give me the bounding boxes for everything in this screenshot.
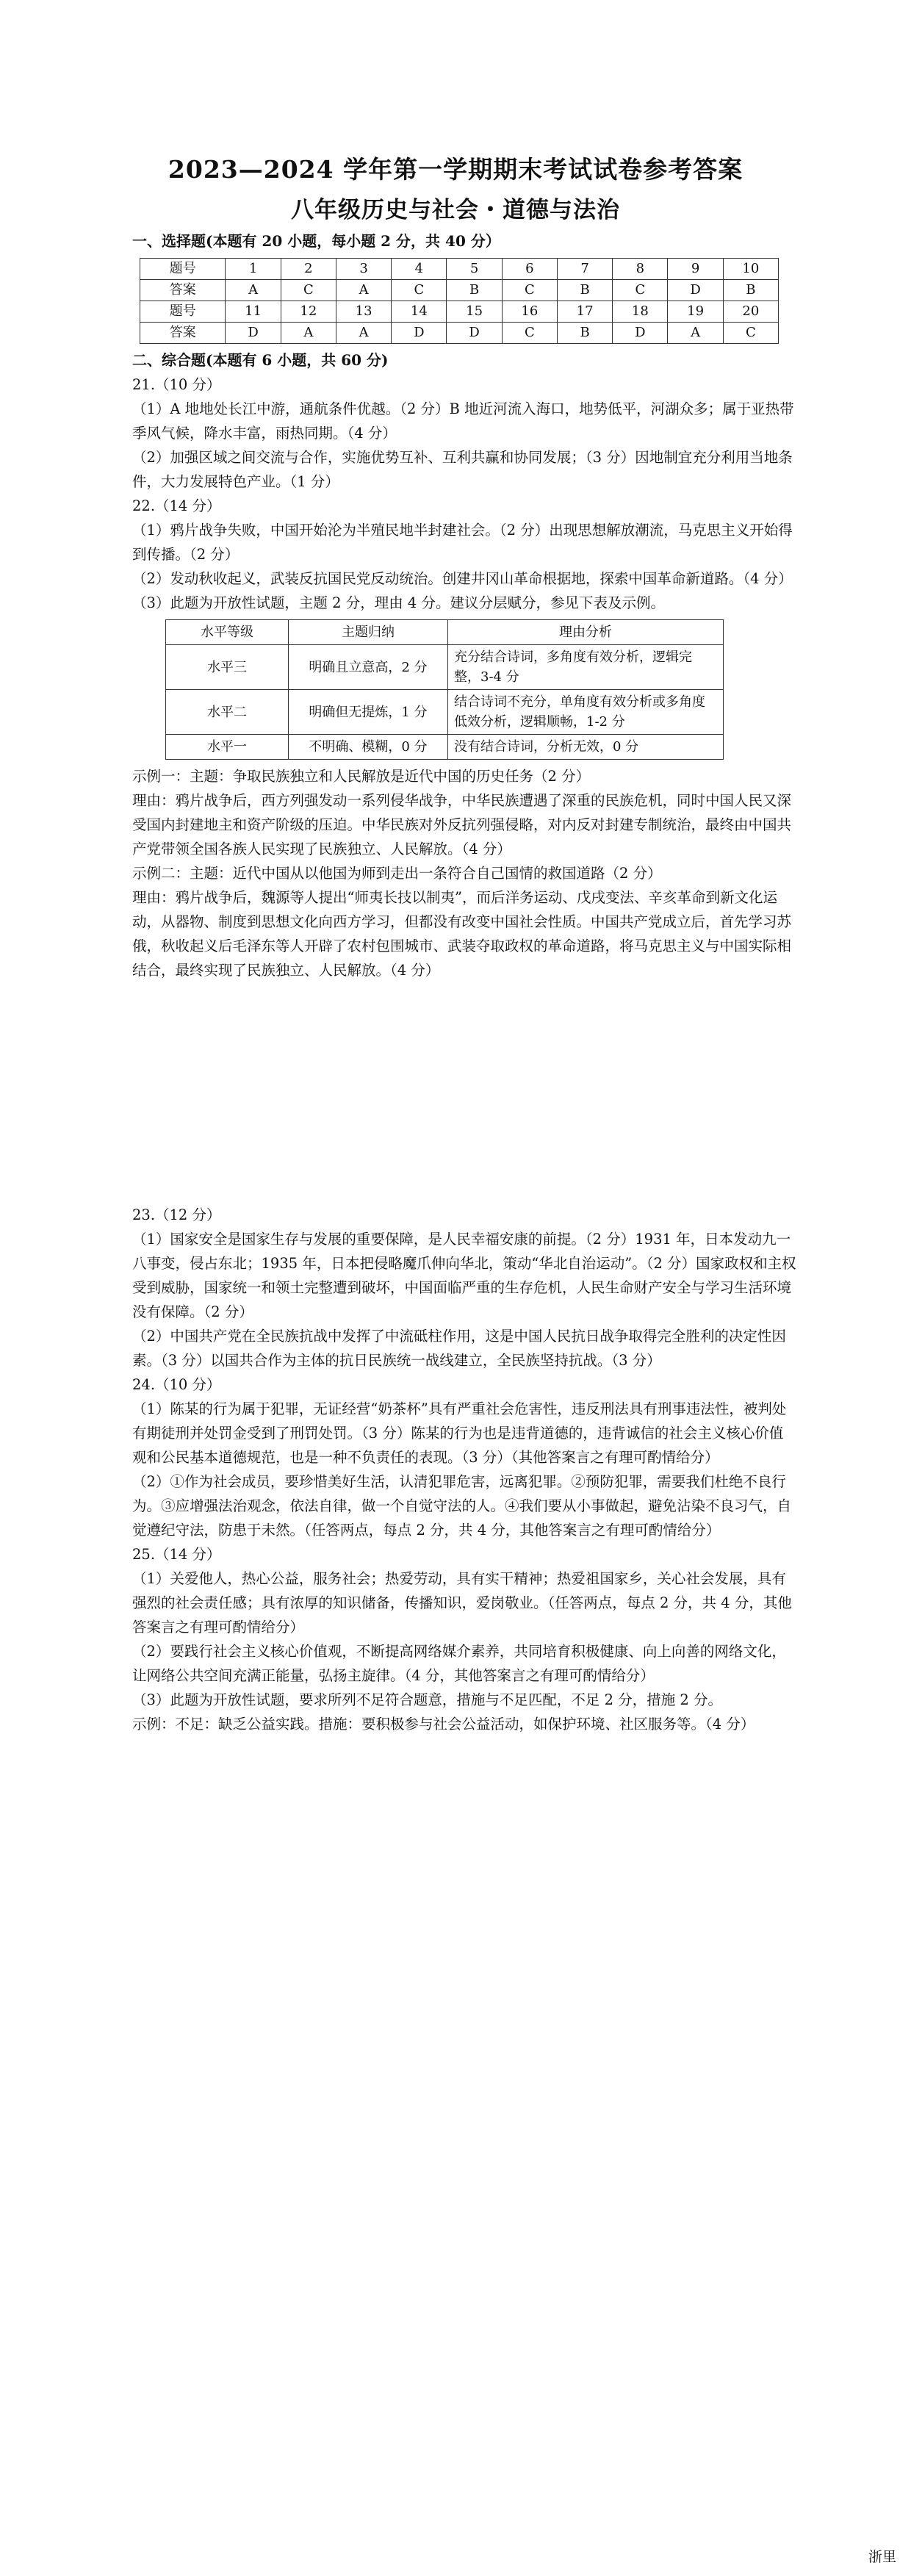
- row-label: 答案: [140, 280, 226, 301]
- section2-heading: 二、综合题(本题有 6 小题，共 60 分): [132, 351, 389, 369]
- q24-part1: （1）陈某的行为属于犯罪，无证经营“奶茶杯”具有严重社会危害性，违反刑法具有刑事违法性，被判处有期徒刑并处罚金受到了刑罚处罚。（3 分）陈某的行为也是违背道德的，违背诚信的社会主义核心价值观和公民基本道德规范，也是一种不负责任的表现。（3 分）（其他答案言之有理可酌情给分）: [132, 1400, 787, 1466]
- table-row: 水平二 明确但无提炼，1 分 结合诗词不充分，单角度有效分析或多角度低效分析，逻辑顺畅，1-2 分: [166, 690, 724, 735]
- q25-part1: （1）关爱他人，热心公益，服务社会；热爱劳动，具有实干精神；热爱祖国家乡，关心社会发展，具有强烈的社会责任感；具有浓厚的知识储备，传播知识，爱岗敬业。（任答两点，每点 2 分，共 4 分，其他答案言之有理可酌情给分）: [132, 1570, 792, 1636]
- q21-part2: （2）加强区域之间交流与合作，实施优势互补、互利共赢和协同发展；（3 分）因地制宜充分利用当地条件，大力发展特色产业。（1 分）: [132, 449, 793, 490]
- q23-part1: （1）国家安全是国家生存与发展的重要保障，是人民幸福安康的前提。（2 分）1931 年，日本发动九一八事变，侵占东北；1935 年，日本把侵略魔爪伸向华北，策动“华北自治运动”。（2 分）国家政权和主权受到威胁，国家统一和领土完整遭到破坏，中国面临严重的生存危机，人民生命财产安全与学习生活环境没有保障。（2 分）: [132, 1231, 796, 1320]
- q22-heading: 22.（14 分）: [132, 497, 221, 514]
- q24-heading: 24.（10 分）: [132, 1376, 221, 1393]
- q25-part3: （3）此题为开放性试题，要求所列不足符合题意，措施与不足匹配，不足 2 分，措施 2 分。: [132, 1691, 723, 1708]
- q22-part2: （2）发动秋收起义，武装反抗国民党反动统治。创建井冈山革命根据地，探索中国革命新道路。（4 分）: [132, 570, 793, 587]
- q22-part3: （3）此题为开放性试题，主题 2 分，理由 4 分。建议分层赋分，参见下表及示例。: [132, 594, 666, 611]
- table-row: 答案 A C A C B C B C D B: [140, 280, 779, 301]
- document-subtitle: 八年级历史与社会・道德与法治: [291, 197, 620, 223]
- q25-example: 示例：不足：缺乏公益实践。措施：要积极参与社会公益活动，如保护环境、社区服务等。（4 分）: [132, 1716, 755, 1733]
- section1-heading: 一、选择题(本题有 20 小题，每小题 2 分，共 40 分）: [132, 232, 500, 250]
- q21-heading: 21.（10 分）: [132, 376, 221, 393]
- q24-part2: （2）①作为社会成员，要珍惜美好生活，认清犯罪危害，远离犯罪。②预防犯罪，需要我们杜绝不良行为。③应增强法治观念，依法自律，做一个自觉守法的人。④我们要从小事做起，避免沾染不良习气，自觉遵纪守法，防患于未然。（任答两点，每点 2 分，共 4 分，其他答案言之有理可酌情给分）: [132, 1473, 792, 1539]
- table-row: 水平三 明确且立意高，2 分 充分结合诗词，多角度有效分析，逻辑完整，3-4 分: [166, 645, 724, 690]
- q25-heading: 25.（14 分）: [132, 1546, 221, 1563]
- q21-part1: （1）A 地地处长江中游，通航条件优越。（2 分）B 地近河流入海口，地势低平，河湖众多；属于亚热带季风气候，降水丰富，雨热同期。（4 分）: [132, 400, 794, 442]
- q22-example1-reason: 理由：鸦片战争后，西方列强发动一系列侵华战争，中华民族遭遇了深重的民族危机，同时中国人民又深受国内封建地主和资产阶级的压迫。中华民族对外反抗列强侵略，对内反对封建专制统治，最终由中国共产党带领全国各族人民实现了民族独立、人民解放。（4 分）: [132, 792, 792, 857]
- rubric-table: [165, 619, 724, 760]
- q22-example2-reason: 理由：鸦片战争后，魏源等人提出“师夷长技以制夷”，而后洋务运动、戊戌变法、辛亥革命到新文化运动，从器物、制度到思想文化向西方学习，但都没有改变中国社会性质。中国共产党成立后，首先学习苏俄，秋收起义后毛泽东等人开辟了农村包围城市、武装夺取政权的革命道路，将马克思主义与中国实际相结合，最终实现了民族独立、人民解放。（4 分）: [132, 889, 792, 979]
- answer-table: [140, 258, 779, 344]
- table-row: 题号 11 12 13 14 15 16 17 18 19 20: [140, 301, 779, 323]
- table-row: 答案 D A A D D C B D A C: [140, 323, 779, 344]
- row-label: 题号: [140, 301, 226, 323]
- row-label: 答案: [140, 323, 226, 344]
- q23-part2: （2）中国共产党在全民族抗战中发挥了中流砥柱作用，这是中国人民抗日战争取得完全胜利的决定性因素。（3 分）以国共合作为主体的抗日民族统一战线建立，全民族坚持抗战。（3 分）: [132, 1328, 786, 1369]
- table-row: 水平一 不明确、模糊，0 分 没有结合诗词，分析无效，0 分: [166, 735, 724, 760]
- document-body: [132, 229, 797, 1736]
- corner-watermark-text: 浙里: [868, 2549, 896, 2565]
- table-row: 题号 1 2 3 4 5 6 7 8 9 10: [140, 259, 779, 280]
- q22-example1-theme: 示例一：主题：争取民族独立和人民解放是近代中国的历史任务（2 分）: [132, 768, 591, 785]
- blank-gap: [132, 982, 797, 1203]
- q25-part2: （2）要践行社会主义核心价值观，不断提高网络媒介素养，共同培育积极健康、向上向善的网络文化，让网络公共空间充满正能量，弘扬主旋律。（4 分，其他答案言之有理可酌情给分）: [132, 1643, 786, 1684]
- q22-part1: （1）鸦片战争失败，中国开始沦为半殖民地半封建社会。（2 分）出现思想解放潮流，马克思主义开始得到传播。（2 分）: [132, 522, 793, 563]
- table-row: 水平等级 主题归纳 理由分析: [166, 620, 724, 645]
- document-title: 2023—2024 学年第一学期期末考试试卷参考答案: [168, 155, 743, 184]
- q22-example2-theme: 示例二：主题：近代中国从以他国为师到走出一条符合自己国情的救国道路（2 分）: [132, 865, 662, 882]
- row-label: 题号: [140, 259, 226, 280]
- q23-heading: 23.（12 分）: [132, 1206, 221, 1223]
